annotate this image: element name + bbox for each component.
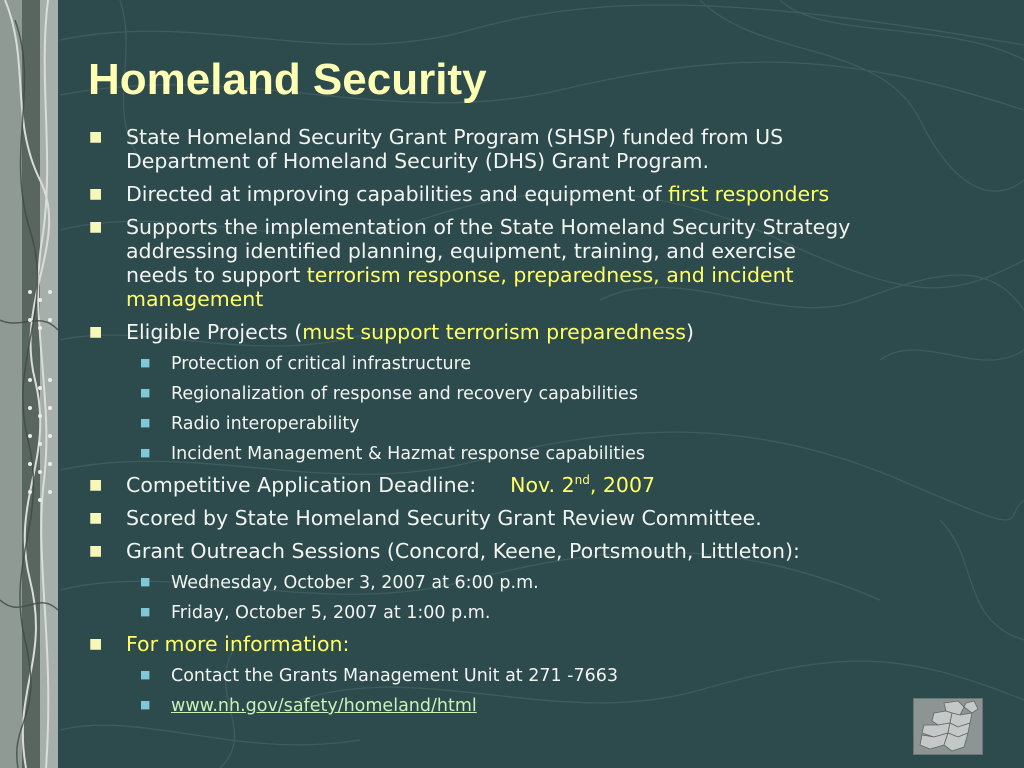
sub-bullet-website xyxy=(80,695,980,717)
bullet-eligible xyxy=(80,320,980,344)
left-photo-strip xyxy=(0,0,58,768)
more-info-text: For more information: xyxy=(126,632,350,656)
supports-line-3: needs to support xyxy=(126,263,307,287)
scored-text: Scored by State Homeland Security Grant Review Committee. xyxy=(126,506,762,530)
contact-text: Contact the Grants Management Unit at 271 -7663 xyxy=(171,666,619,686)
square-bullet-icon: ■ xyxy=(89,510,103,526)
directed-highlight: first responders xyxy=(668,182,830,206)
directed-text: Directed at improving capabilities and equipment of xyxy=(126,182,669,206)
square-bullet-icon: ■ xyxy=(89,543,103,559)
shsp-line-1: State Homeland Security Grant Program (SHSP) funded from US xyxy=(126,125,784,149)
bullet-scored xyxy=(80,506,980,530)
deadline-month-day: Nov. 2 xyxy=(510,473,575,497)
bullet-shsp xyxy=(80,125,980,173)
deadline-label: Competitive Application Deadline: xyxy=(126,473,477,497)
small-square-bullet-icon: ■ xyxy=(140,575,151,588)
deadline-date xyxy=(510,473,655,497)
website-link[interactable]: www.nh.gov/safety/homeland/html xyxy=(171,696,477,716)
bullet-directed xyxy=(80,182,980,206)
bullet-deadline xyxy=(80,473,980,497)
deadline-ordinal: nd xyxy=(574,473,590,488)
sub-bullet-outreach xyxy=(80,572,980,594)
eligible-suffix: ) xyxy=(685,320,694,344)
small-square-bullet-icon: ■ xyxy=(140,698,151,711)
small-square-bullet-icon: ■ xyxy=(140,446,151,459)
outreach-session: Friday, October 5, 2007 at 1:00 p.m. xyxy=(171,603,491,623)
sub-bullet-eligible xyxy=(80,443,980,465)
sub-bullet-outreach xyxy=(80,602,980,624)
outreach-session: Wednesday, October 3, 2007 at 6:00 p.m. xyxy=(171,573,539,593)
supports-line-2: addressing identified planning, equipment, training, and exercise xyxy=(126,239,796,263)
square-bullet-icon: ■ xyxy=(89,636,103,652)
bullet-supports xyxy=(80,215,980,311)
outreach-text: Grant Outreach Sessions (Concord, Keene, Portsmouth, Littleton): xyxy=(126,539,800,563)
square-bullet-icon: ■ xyxy=(89,219,103,235)
supports-highlight-2: management xyxy=(126,287,264,311)
supports-line-1: Supports the implementation of the State Homeland Security Strategy xyxy=(126,215,851,239)
square-bullet-icon: ■ xyxy=(89,477,103,493)
small-square-bullet-icon: ■ xyxy=(140,416,151,429)
bullet-outreach xyxy=(80,539,980,563)
small-square-bullet-icon: ■ xyxy=(140,386,151,399)
eligible-item: Incident Management & Hazmat response capabilities xyxy=(171,444,645,464)
small-square-bullet-icon: ■ xyxy=(140,356,151,369)
small-square-bullet-icon: ■ xyxy=(140,605,151,618)
sub-bullet-eligible xyxy=(80,353,980,375)
eligible-prefix: Eligible Projects ( xyxy=(126,320,303,344)
bullet-list xyxy=(80,125,980,725)
eligible-highlight: must support terrorism preparedness xyxy=(302,320,686,344)
square-bullet-icon: ■ xyxy=(89,324,103,340)
sub-bullet-eligible xyxy=(80,413,980,435)
eligible-item: Protection of critical infrastructure xyxy=(171,354,472,374)
slide-title: Homeland Security xyxy=(88,55,487,104)
us-states-map-icon xyxy=(913,698,983,755)
eligible-item: Radio interoperability xyxy=(171,414,360,434)
deadline-year: , 2007 xyxy=(589,473,656,497)
eligible-item: Regionalization of response and recovery capabilities xyxy=(171,384,638,404)
sub-bullet-contact xyxy=(80,665,980,687)
bullet-more-info xyxy=(80,632,980,656)
square-bullet-icon: ■ xyxy=(89,129,103,145)
shsp-line-2: Department of Homeland Security (DHS) Grant Program. xyxy=(126,149,710,173)
sub-bullet-eligible xyxy=(80,383,980,405)
square-bullet-icon: ■ xyxy=(89,186,103,202)
supports-highlight-1: terrorism response, preparedness, and incident xyxy=(306,263,794,287)
small-square-bullet-icon: ■ xyxy=(140,668,151,681)
